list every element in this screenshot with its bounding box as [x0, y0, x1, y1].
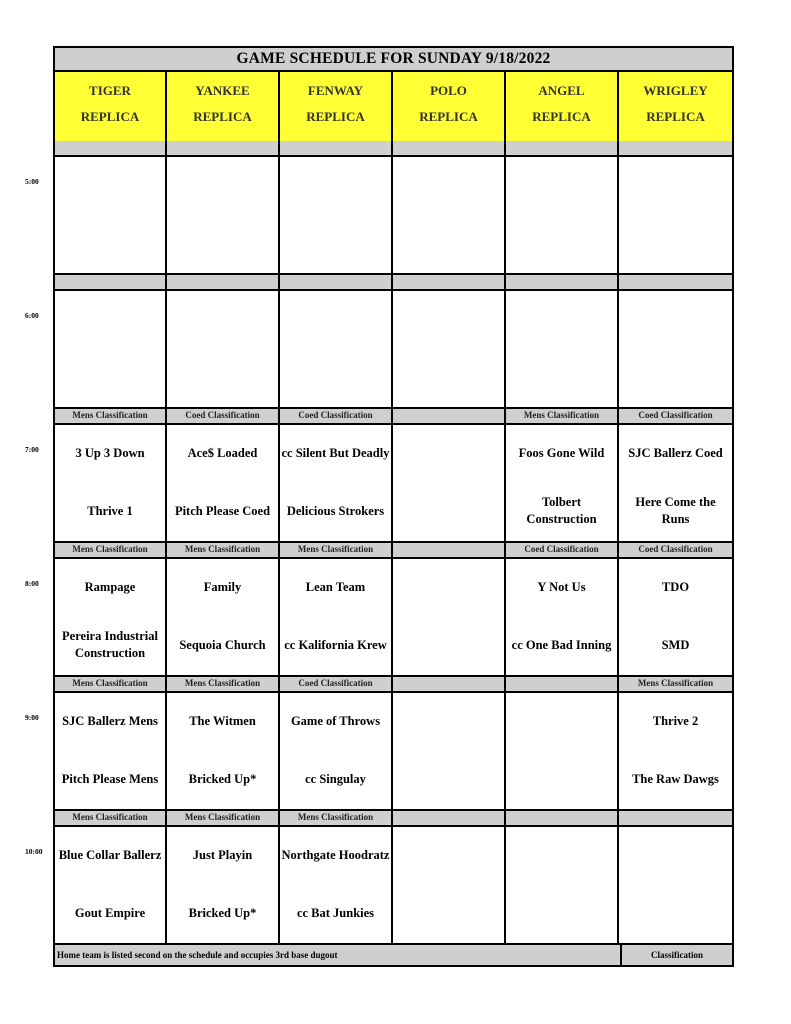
time-slot-row: [55, 559, 732, 677]
game-cell: [167, 291, 280, 407]
game-cell: [55, 291, 167, 407]
home-team: [394, 891, 503, 935]
classification-cell: Mens Classification: [167, 811, 280, 825]
home-team: Bricked Up*: [188, 905, 257, 920]
schedule-table: [53, 46, 734, 967]
away-team: Northgate Hoodratz: [281, 847, 390, 862]
home-team: cc Singulay: [305, 771, 366, 786]
away-team: [56, 163, 164, 207]
classification-cell: Mens Classification: [55, 677, 167, 691]
game-cell: [619, 291, 732, 407]
home-team: [394, 355, 503, 399]
classification-cell: Mens Classification: [55, 409, 167, 423]
game-cell: [280, 425, 393, 541]
away-team: [168, 297, 277, 341]
classification-cell: [393, 409, 506, 423]
game-cell: [393, 827, 506, 943]
home-team: Bricked Up*: [188, 771, 257, 786]
away-team: [281, 297, 390, 341]
game-cell: [280, 827, 393, 943]
away-team: [394, 297, 503, 341]
field-name: ANGEL: [538, 83, 585, 98]
home-team: cc Bat Junkies: [296, 905, 375, 920]
classification-band: [55, 409, 732, 425]
game-cell: [506, 291, 619, 407]
classification-cell: [55, 141, 167, 155]
classification-cell: [619, 811, 732, 825]
footer-note: Home team is listed second on the schedule and occupies 3rd base dugout: [57, 950, 338, 960]
time-label: 5:00: [25, 177, 39, 186]
home-team: [168, 221, 277, 265]
game-cell: [393, 157, 506, 273]
time-label: 7:00: [25, 445, 39, 454]
classification-cell: Mens Classification: [506, 409, 619, 423]
away-team: 3 Up 3 Down: [75, 445, 145, 460]
game-cell: [167, 425, 280, 541]
classification-cell: Coed Classification: [167, 409, 280, 423]
away-team: [620, 833, 731, 877]
game-cell: [280, 559, 393, 675]
away-team: Just Playin: [192, 847, 253, 862]
game-cell: [619, 693, 732, 809]
game-cell: [280, 291, 393, 407]
classification-cell: [167, 141, 280, 155]
home-team: Thrive 1: [87, 503, 133, 518]
classification-cell: [393, 141, 506, 155]
away-team: [507, 297, 616, 341]
game-cell: [55, 425, 167, 541]
classification-cell: Coed Classification: [638, 410, 713, 420]
away-team: Family: [203, 579, 242, 594]
footer-row: [55, 945, 732, 965]
field-subtitle: REPLICA: [80, 109, 140, 124]
time-slot-row: [55, 827, 732, 945]
away-team: Foos Gone Wild: [518, 445, 605, 460]
home-team: [281, 221, 390, 265]
classification-cell: [619, 275, 732, 289]
game-cell: [55, 157, 167, 273]
classification-cell: [393, 811, 506, 825]
time-label: 8:00: [25, 579, 39, 588]
home-team: Pereira Industrial Construction: [62, 629, 158, 660]
classification-cell: Coed Classification: [280, 677, 393, 691]
classification-cell: [393, 677, 506, 691]
home-team: The Raw Dawgs: [632, 771, 719, 786]
classification-cell: [280, 275, 393, 289]
home-team: [394, 221, 503, 265]
classification-band: [55, 543, 732, 559]
away-team: [620, 297, 731, 341]
game-cell: [506, 425, 619, 541]
home-team: cc Kalifornia Krew: [284, 637, 387, 652]
away-team: Ace$ Loaded: [187, 445, 258, 460]
classification-cell: [167, 275, 280, 289]
game-cell: [506, 827, 619, 943]
classification-cell: Mens Classification: [55, 811, 167, 825]
away-team: [507, 833, 616, 877]
classification-band: [55, 275, 732, 291]
classification-cell: Mens Classification: [55, 543, 167, 557]
time-label: 10:00: [25, 847, 43, 856]
away-team: [507, 163, 616, 207]
game-cell: [506, 559, 619, 675]
game-cell: [280, 693, 393, 809]
classification-cell: Mens Classification: [280, 543, 393, 557]
home-team: Gout Empire: [74, 905, 146, 920]
classification-band: [55, 811, 732, 827]
away-team: cc Silent But Deadly: [281, 445, 390, 460]
away-team: [168, 163, 277, 207]
game-cell: [55, 693, 167, 809]
away-team: Game of Throws: [290, 713, 381, 728]
home-team: [620, 891, 731, 935]
away-team: [281, 163, 390, 207]
footer-classification: Classification: [650, 950, 703, 960]
away-team: SJC Ballerz Coed: [628, 445, 723, 460]
classification-cell: Mens Classification: [637, 678, 714, 688]
field-name: YANKEE: [195, 83, 250, 98]
field-name: WRIGLEY: [643, 83, 708, 98]
home-team: SMD: [661, 637, 690, 652]
time-slot-row: [55, 157, 732, 275]
schedule-title: GAME SCHEDULE FOR SUNDAY 9/18/2022: [55, 48, 732, 72]
classification-cell: Mens Classification: [167, 543, 280, 557]
home-team: [394, 489, 503, 533]
classification-cell: [506, 141, 619, 155]
classification-cell: [506, 677, 619, 691]
game-cell: [393, 559, 506, 675]
game-cell: [506, 157, 619, 273]
home-team: [394, 623, 503, 667]
time-slot-row: [55, 291, 732, 409]
away-team: SJC Ballerz Mens: [62, 713, 158, 728]
game-cell: [506, 693, 619, 809]
classification-cell: Coed Classification: [638, 544, 713, 554]
classification-cell: Coed Classification: [506, 543, 619, 557]
away-team: Rampage: [84, 579, 136, 594]
home-team: Here Come the Runs: [635, 495, 716, 526]
away-team: Lean Team: [305, 579, 366, 594]
away-team: [620, 163, 731, 207]
home-team: [620, 221, 731, 265]
game-cell: [167, 827, 280, 943]
field-subtitle: REPLICA: [646, 109, 705, 124]
field-name: POLO: [430, 83, 467, 98]
home-team: Pitch Please Mens: [61, 771, 159, 786]
field-subtitle: REPLICA: [419, 109, 478, 124]
game-cell: [619, 559, 732, 675]
game-cell: [167, 157, 280, 273]
home-team: [56, 221, 164, 265]
away-team: [394, 431, 503, 475]
home-team: Pitch Please Coed: [174, 503, 271, 518]
game-cell: [167, 693, 280, 809]
field-subtitle: REPLICA: [193, 109, 252, 124]
home-team: [507, 757, 616, 801]
field-name: TIGER: [89, 83, 131, 98]
classification-cell: [280, 141, 393, 155]
away-team: Blue Collar Ballerz: [58, 847, 162, 862]
classification-cell: [393, 543, 506, 557]
away-team: [394, 163, 503, 207]
away-team: TDO: [661, 579, 690, 594]
home-team: [56, 355, 164, 399]
time-slot-row: [55, 693, 732, 811]
classification-cell: [506, 275, 619, 289]
field-subtitle: REPLICA: [532, 109, 591, 124]
game-cell: [55, 559, 167, 675]
home-team: [507, 891, 616, 935]
field-name: FENWAY: [307, 83, 364, 98]
classification-band: [55, 141, 732, 157]
time-slot-row: [55, 425, 732, 543]
game-cell: [619, 425, 732, 541]
home-team: [507, 221, 616, 265]
home-team: [620, 355, 731, 399]
away-team: Y Not Us: [537, 579, 586, 594]
game-cell: [393, 291, 506, 407]
classification-cell: [55, 275, 167, 289]
home-team: Sequoia Church: [179, 637, 266, 652]
home-team: Delicious Strokers: [286, 503, 385, 518]
away-team: [507, 699, 616, 743]
home-team: cc One Bad Inning: [511, 637, 612, 652]
away-team: Thrive 2: [652, 713, 699, 728]
game-cell: [167, 559, 280, 675]
classification-cell: Mens Classification: [280, 811, 393, 825]
home-team: [394, 757, 503, 801]
classification-cell: Coed Classification: [280, 409, 393, 423]
time-label: 9:00: [25, 713, 39, 722]
away-team: [394, 699, 503, 743]
classification-band: [55, 677, 732, 693]
home-team: [507, 355, 616, 399]
away-team: [394, 833, 503, 877]
game-cell: [393, 425, 506, 541]
classification-cell: Mens Classification: [167, 677, 280, 691]
field-subtitle: REPLICA: [306, 109, 365, 124]
game-cell: [619, 157, 732, 273]
game-cell: [619, 827, 732, 943]
away-team: The Witmen: [189, 713, 256, 728]
game-cell: [393, 693, 506, 809]
game-cell: [55, 827, 167, 943]
away-team: [56, 297, 164, 341]
home-team: [168, 355, 277, 399]
game-cell: [280, 157, 393, 273]
classification-cell: [619, 141, 732, 155]
classification-cell: [393, 275, 506, 289]
home-team: Tolbert Construction: [526, 495, 597, 526]
time-label: 6:00: [25, 311, 39, 320]
home-team: [281, 355, 390, 399]
away-team: [394, 565, 503, 609]
classification-cell: [506, 811, 619, 825]
